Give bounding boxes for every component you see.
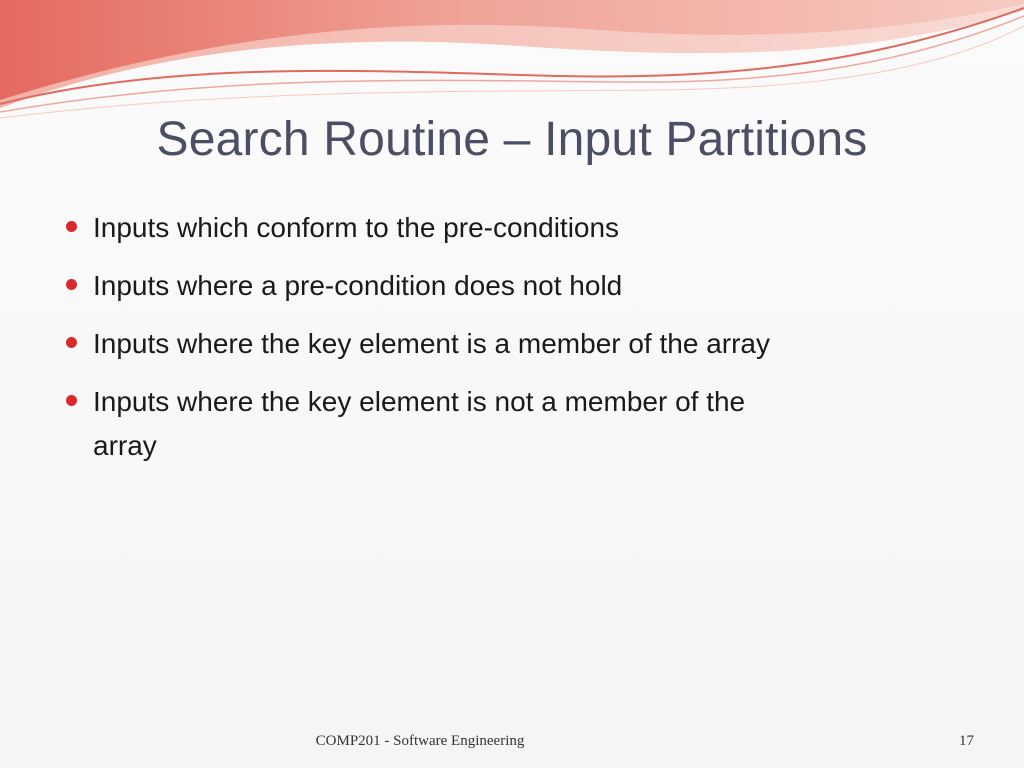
header-wave-decoration [0, 0, 1024, 130]
bullet-text: Inputs where the key element is a member of the array [93, 328, 770, 359]
bullet-icon [66, 395, 77, 406]
bullet-text: Inputs which conform to the pre-conditions [93, 212, 620, 243]
bullet-text: Inputs where a pre-condition does not hold [93, 270, 623, 301]
list-item [64, 380, 783, 468]
list-item [64, 322, 783, 366]
page-number: 17 [959, 733, 974, 749]
bullet-icon [66, 221, 77, 232]
list-item [64, 264, 824, 308]
list-item [64, 206, 824, 250]
bullet-list [64, 206, 824, 482]
bullet-text: Inputs where the key element is not a member of the array [93, 386, 746, 461]
bullet-icon [66, 337, 77, 348]
bullet-icon [66, 279, 77, 290]
slide-title: Search Routine – Input Partitions [156, 113, 868, 166]
footer-course-label: COMP201 - Software Engineering [315, 733, 525, 749]
